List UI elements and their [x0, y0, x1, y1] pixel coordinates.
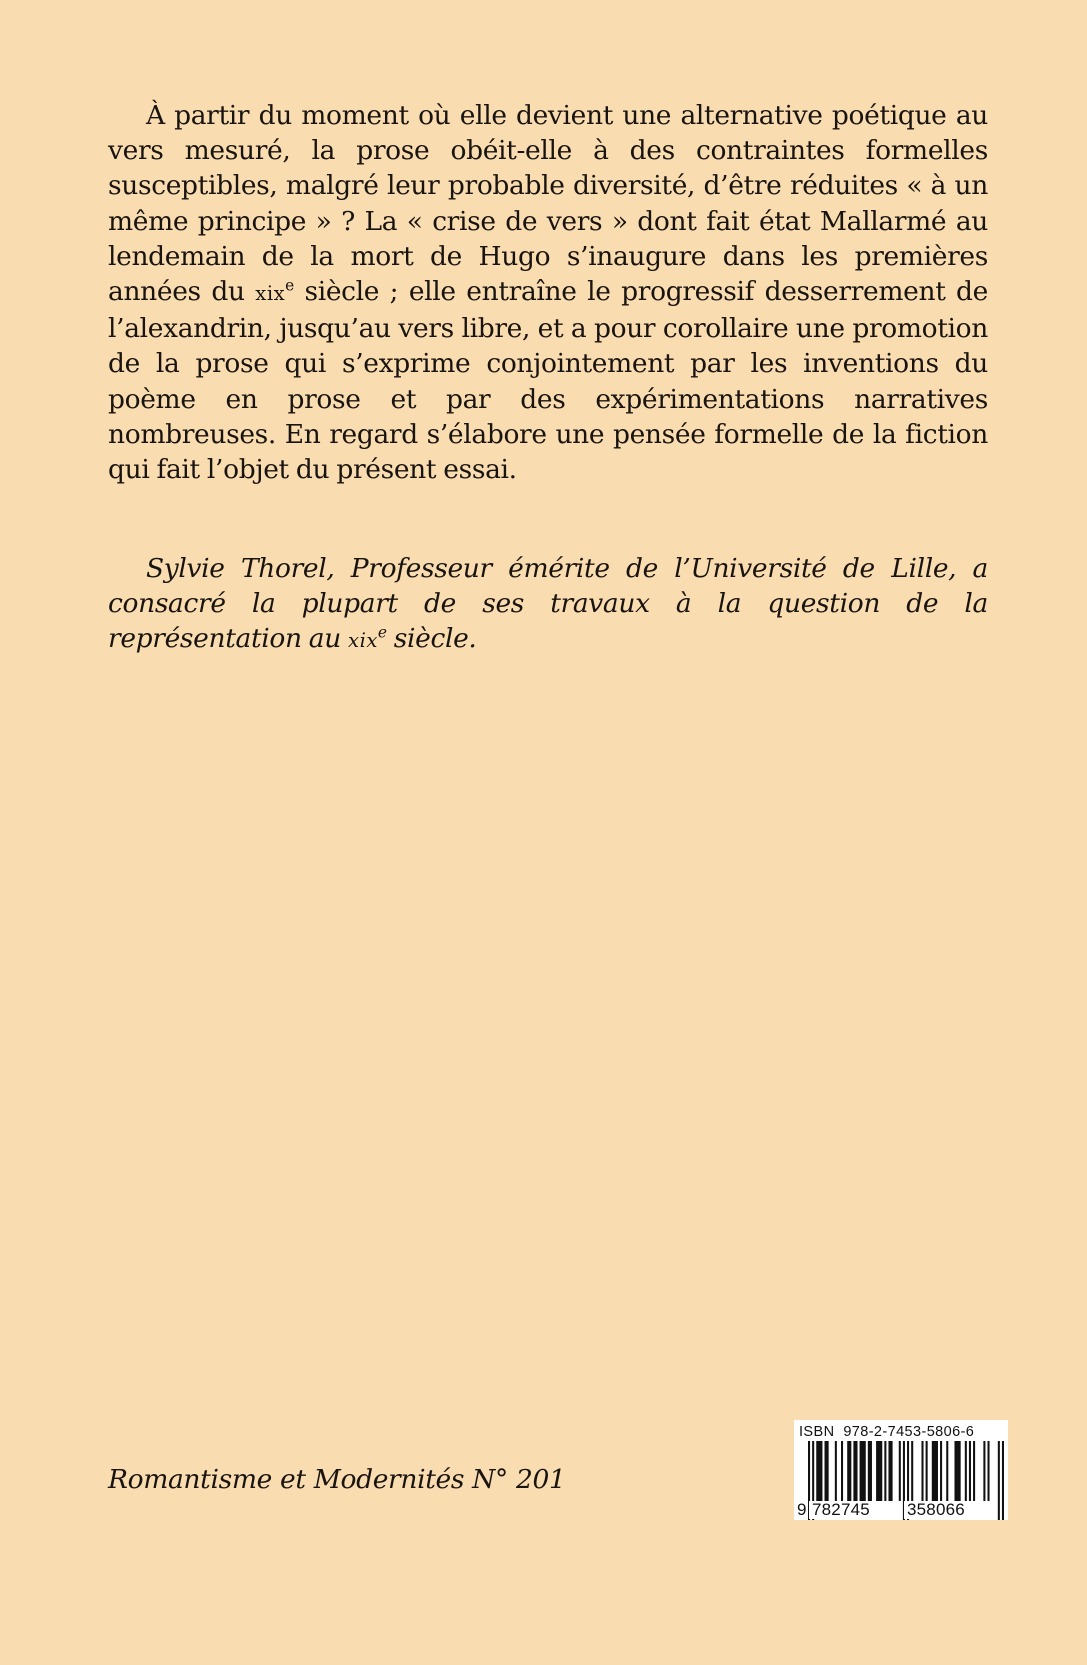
barcode-bar-16: [911, 1441, 913, 1501]
barcode-bar-28: [998, 1441, 1000, 1520]
blurb-text-part2: siècle ; elle entraîne le progressif desserrement de l’alexandrin, jusqu’au vers libre, et a pour corollaire une promotion de la prose qui s’exprime conjointement par les inventions du poème en prose et par des expérimentations narratives nombreuses. En regard s’élabore une pensée formelle de la fiction qui fait l’objet du présent essai.: [108, 276, 988, 486]
isbn-barcode: [794, 1420, 1008, 1520]
barcode-bar-3: [825, 1441, 829, 1501]
barcode-bar-19: [932, 1441, 938, 1501]
barcode-bar-23: [965, 1441, 967, 1501]
barcode-bar-7: [853, 1441, 857, 1501]
series-title: Romantisme et Modernités N° 201: [108, 1464, 566, 1495]
barcode-bar-29: [1002, 1441, 1004, 1520]
barcode-bar-24: [969, 1441, 971, 1501]
barcode-bar-10: [876, 1441, 882, 1501]
barcode-bar-18: [926, 1441, 928, 1501]
barcode-bar-2: [816, 1441, 822, 1501]
barcode-bar-20: [940, 1441, 942, 1501]
blurb-century-numeral: xix: [255, 282, 286, 306]
barcode-bar-25: [973, 1441, 975, 1501]
barcode-bar-17: [921, 1441, 923, 1501]
barcode-bar-21: [946, 1441, 948, 1501]
blurb-century-superscript: e: [285, 276, 294, 295]
author-century-numeral: xix: [348, 629, 378, 653]
barcode-bar-9: [868, 1441, 872, 1501]
barcode-digits-right: 358066: [904, 1501, 968, 1519]
barcode-bar-27: [987, 1441, 989, 1501]
author-note: [108, 551, 988, 659]
barcode-digit-lead: 9: [797, 1500, 807, 1519]
barcode-bar-11: [884, 1441, 886, 1501]
cover-blurb: [108, 98, 988, 487]
author-note-part2: siècle.: [386, 623, 477, 655]
barcode-bar-13: [899, 1441, 901, 1501]
blurb-text-part1: À partir du moment où elle devient une alternative poétique au vers mesuré, la prose obéit-elle à des contraintes formelles susceptibles, malgré leur probable diversité, d’être réduites « à un même principe » ? La « crise de vers » dont fait état Mallarmé au lendemain de la mort de Hugo s’inaugure dans les premières années du: [108, 100, 988, 308]
barcode-bar-8: [860, 1441, 866, 1501]
isbn-label: ISBN: [799, 1424, 835, 1440]
barcode-bar-22: [954, 1441, 960, 1501]
barcode-bar-4: [835, 1441, 837, 1501]
barcode-bar-26: [983, 1441, 985, 1501]
barcode-digits-left: 782745: [809, 1501, 873, 1519]
author-note-part1: Sylvie Thorel, Professeur émérite de l’Université de Lille, a consacré la plupart de ses travaux à la question de la représentation au: [108, 553, 988, 655]
isbn-number: 978-2-7453-5806-6: [843, 1424, 975, 1440]
barcode-bar-12: [888, 1441, 892, 1501]
isbn-text: [799, 1424, 974, 1440]
barcode-bar-5: [841, 1441, 843, 1501]
barcode-bar-6: [847, 1441, 851, 1501]
author-century-superscript: e: [377, 623, 387, 642]
